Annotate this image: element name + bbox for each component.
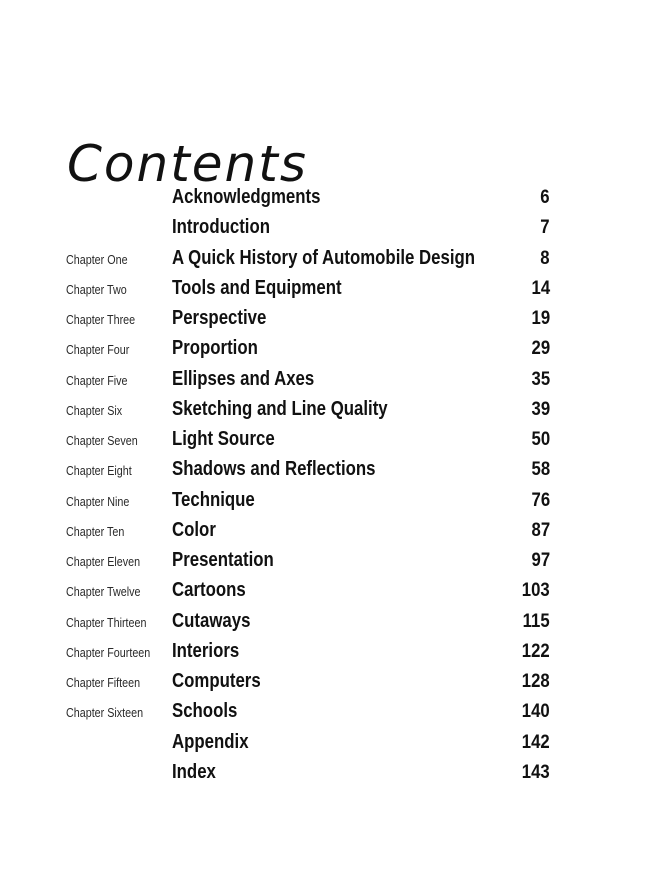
toc-row-chapter-12[interactable]: [0, 577, 650, 607]
toc-row-acknowledgments[interactable]: [0, 184, 650, 214]
entry-title[interactable]: Tools and Equipment: [172, 276, 342, 299]
entry-title[interactable]: Sketching and Line Quality: [172, 397, 388, 420]
entry-title[interactable]: Shadows and Reflections: [172, 458, 376, 481]
page-title: Contents: [67, 134, 308, 193]
page-number[interactable]: 50: [531, 429, 550, 450]
chapter-label: Chapter Fourteen: [66, 645, 151, 660]
page-number[interactable]: 58: [531, 459, 550, 481]
entry-title[interactable]: Introduction: [172, 216, 270, 239]
toc-row-chapter-1[interactable]: [0, 245, 650, 275]
table-of-contents: [0, 184, 650, 789]
toc-row-index[interactable]: [0, 759, 650, 789]
entry-title[interactable]: A Quick History of Automobile Design: [172, 246, 476, 269]
entry-title[interactable]: Appendix: [172, 730, 249, 753]
entry-title[interactable]: Light Source: [172, 428, 275, 450]
page-number[interactable]: 7: [540, 217, 550, 239]
toc-row-chapter-16[interactable]: [0, 698, 650, 728]
toc-row-chapter-15[interactable]: [0, 668, 650, 698]
entry-title[interactable]: Perspective: [172, 307, 267, 329]
page-number[interactable]: 19: [531, 308, 550, 329]
page-number[interactable]: 122: [522, 640, 550, 662]
chapter-label: Chapter Three: [66, 313, 136, 327]
page-number[interactable]: 87: [531, 519, 550, 541]
page-number[interactable]: 14: [531, 277, 550, 299]
toc-row-chapter-2[interactable]: [0, 275, 650, 305]
chapter-label: Chapter Four: [66, 343, 130, 358]
toc-row-chapter-10[interactable]: [0, 517, 650, 547]
chapter-label: Chapter Thirteen: [66, 615, 147, 630]
chapter-label: Chapter Five: [66, 373, 128, 388]
chapter-label: Chapter One: [66, 252, 128, 267]
chapter-label: Chapter Eight: [66, 464, 132, 479]
page-number[interactable]: 97: [531, 550, 550, 571]
page-number[interactable]: 142: [522, 731, 550, 753]
chapter-label: Chapter Sixteen: [66, 706, 144, 721]
toc-row-chapter-8[interactable]: [0, 456, 650, 486]
page-number[interactable]: 76: [531, 489, 550, 511]
page-number[interactable]: 39: [531, 398, 550, 420]
entry-title[interactable]: Cutaways: [172, 609, 251, 632]
page-number[interactable]: 128: [522, 671, 550, 692]
toc-row-chapter-9[interactable]: [0, 487, 650, 517]
toc-row-introduction[interactable]: [0, 214, 650, 244]
chapter-label: Chapter Nine: [66, 494, 130, 509]
page-number[interactable]: 140: [522, 701, 550, 723]
entry-title[interactable]: Ellipses and Axes: [172, 367, 315, 390]
entry-title[interactable]: Color: [172, 518, 216, 541]
entry-title[interactable]: Computers: [172, 670, 261, 692]
chapter-label: Chapter Twelve: [66, 585, 141, 600]
chapter-label: Chapter Fifteen: [66, 676, 141, 690]
page-number[interactable]: 143: [522, 761, 550, 783]
entry-title[interactable]: Schools: [172, 700, 238, 723]
entry-title[interactable]: Acknowledgments: [172, 186, 321, 208]
page-number[interactable]: 8: [540, 247, 550, 269]
chapter-label: Chapter Two: [66, 282, 127, 297]
toc-row-chapter-6[interactable]: [0, 396, 650, 426]
page-number[interactable]: 103: [522, 580, 550, 602]
toc-row-chapter-13[interactable]: [0, 608, 650, 638]
page-number[interactable]: 29: [531, 338, 550, 360]
toc-row-chapter-11[interactable]: [0, 547, 650, 577]
chapter-label: Chapter Six: [66, 403, 123, 418]
toc-row-chapter-4[interactable]: [0, 335, 650, 365]
entry-title[interactable]: Presentation: [172, 549, 274, 571]
toc-row-chapter-5[interactable]: [0, 366, 650, 396]
page-number[interactable]: 6: [540, 187, 550, 208]
entry-title[interactable]: Cartoons: [172, 579, 246, 602]
entry-title[interactable]: Interiors: [172, 639, 240, 662]
entry-title[interactable]: Technique: [172, 488, 255, 511]
toc-row-chapter-14[interactable]: [0, 638, 650, 668]
chapter-label: Chapter Seven: [66, 434, 138, 448]
chapter-label: Chapter Eleven: [66, 555, 141, 569]
chapter-label: Chapter Ten: [66, 524, 125, 539]
toc-row-chapter-7[interactable]: [0, 426, 650, 456]
entry-title[interactable]: Index: [172, 760, 216, 783]
page-number[interactable]: 35: [531, 368, 550, 390]
entry-title[interactable]: Proportion: [172, 337, 258, 360]
toc-row-chapter-3[interactable]: [0, 305, 650, 335]
toc-row-appendix[interactable]: [0, 729, 650, 759]
page-number[interactable]: 115: [523, 610, 550, 632]
